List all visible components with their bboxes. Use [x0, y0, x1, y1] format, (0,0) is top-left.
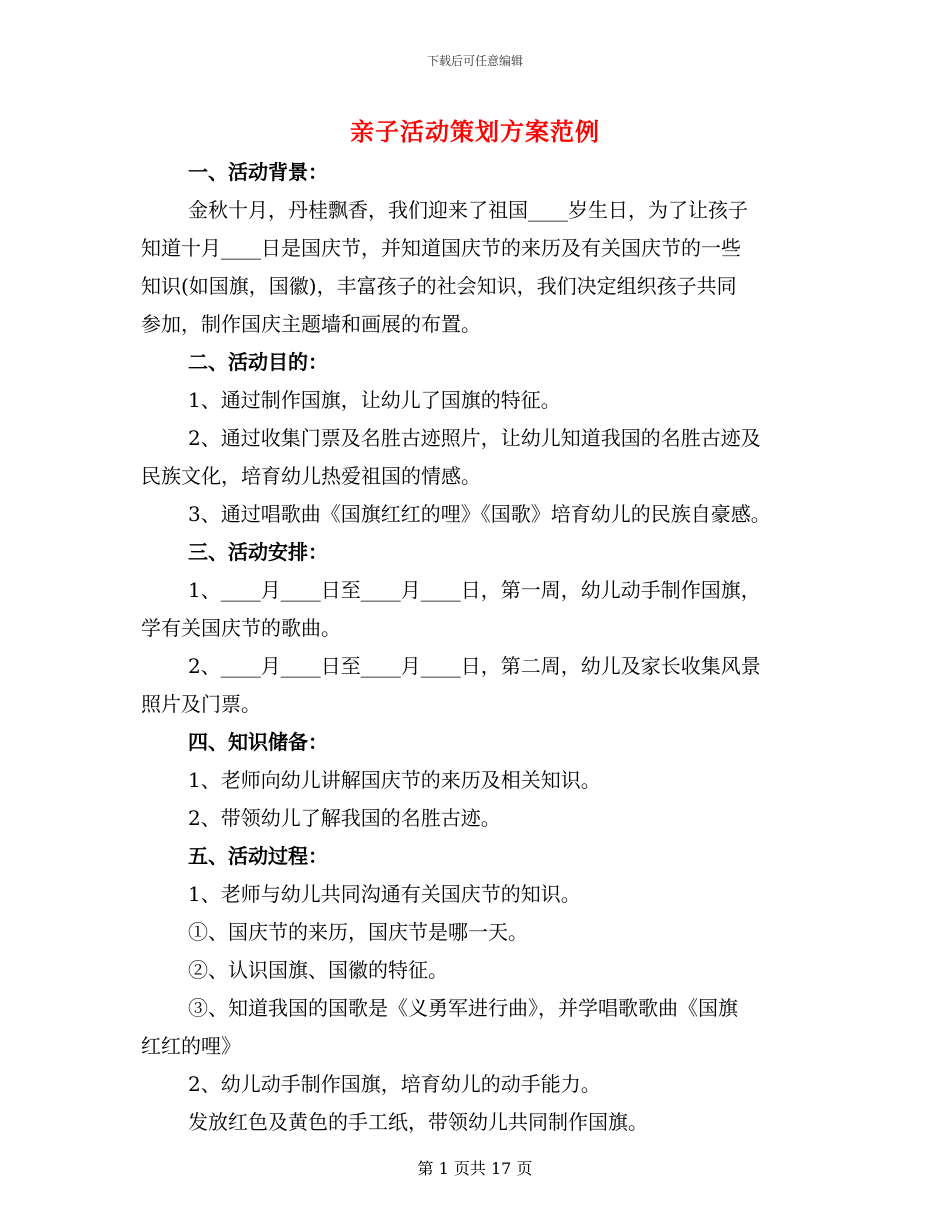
- paragraph-line: 金秋十月，丹桂飘香，我们迎来了祖国____岁生日，为了让孩子: [188, 198, 748, 222]
- section-heading: 三、活动安排：: [188, 540, 328, 564]
- section-heading: 五、活动过程：: [188, 844, 328, 868]
- section-heading: 二、活动目的：: [188, 350, 328, 374]
- paragraph-line: ①、国庆节的来历，国庆节是哪一天。: [188, 920, 528, 944]
- paragraph-line: 1、____月____日至____月____日，第一周，幼儿动手制作国旗，: [188, 578, 761, 602]
- paragraph-line: 知道十月____日是国庆节，并知道国庆节的来历及有关国庆节的一些: [141, 236, 741, 260]
- paragraph-line: 1、通过制作国旗，让幼儿了国旗的特征。: [188, 388, 561, 412]
- paragraph-line: 发放红色及黄色的手工纸，带领幼儿共同制作国旗。: [188, 1110, 648, 1134]
- document-body: [141, 153, 821, 1141]
- page-header: 下载后可任意编辑: [426, 54, 523, 68]
- section-heading: 一、活动背景：: [188, 160, 328, 184]
- paragraph-line: 2、带领幼儿了解我国的名胜古迹。: [188, 806, 501, 830]
- paragraph-line: 2、幼儿动手制作国旗，培育幼儿的动手能力。: [188, 1072, 601, 1096]
- paragraph-line: ③、知道我国的国歌是《义勇军进行曲》，并学唱歌歌曲《国旗: [188, 996, 738, 1020]
- paragraph-line: 1、老师与幼儿共同沟通有关国庆节的知识。: [188, 882, 581, 906]
- section-heading: 四、知识储备：: [188, 730, 328, 754]
- document-title: 亲子活动策划方案范例: [350, 117, 600, 146]
- paragraph-line: 3、通过唱歌曲《国旗红红的哩》《国歌》培育幼儿的民族自豪感。: [188, 502, 771, 526]
- paragraph-line: 民族文化，培育幼儿热爱祖国的情感。: [141, 464, 481, 488]
- paragraph-line: 知识(如国旗，国徽)，丰富孩子的社会知识，我们决定组织孩子共同: [141, 274, 737, 298]
- paragraph-line: 照片及门票。: [141, 692, 261, 716]
- paragraph-line: ②、认识国旗、国徽的特征。: [188, 958, 448, 982]
- paragraph-line: 2、____月____日至____月____日，第二周，幼儿及家长收集风景: [188, 654, 761, 678]
- paragraph-line: 2、通过收集门票及名胜古迹照片，让幼儿知道我国的名胜古迹及: [188, 426, 761, 450]
- page-footer: 第 1 页共 17 页: [417, 1159, 533, 1178]
- paragraph-line: 参加，制作国庆主题墙和画展的布置。: [141, 312, 481, 336]
- paragraph-line: 学有关国庆节的歌曲。: [141, 616, 341, 640]
- paragraph-line: 红红的哩》: [141, 1034, 241, 1058]
- paragraph-line: 1、老师向幼儿讲解国庆节的来历及相关知识。: [188, 768, 601, 792]
